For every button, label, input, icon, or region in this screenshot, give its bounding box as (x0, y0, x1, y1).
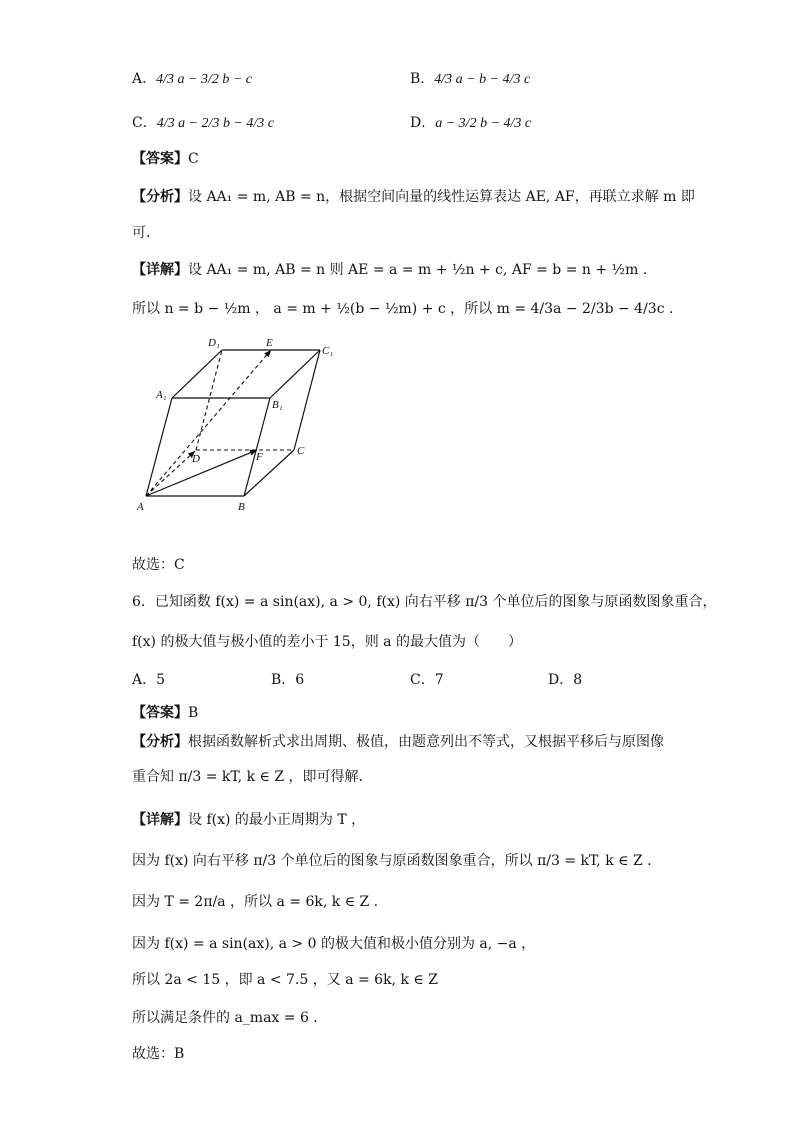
q6-detail-line-1: 【详解】设 f(x) 的最小正周期为 T ， (132, 812, 366, 828)
vector-af (146, 450, 257, 496)
q6-detail-line-3: 因为 T = 2π/a ，所以 a = 6k, k ∈ Z . (132, 894, 379, 910)
label-b: B (238, 501, 245, 513)
edge-b-c (244, 450, 294, 496)
edge-b1-c1 (270, 350, 320, 398)
label-c: C (297, 445, 305, 457)
label-a1: A₁ (156, 389, 167, 401)
label-a: A (137, 501, 144, 513)
q6-choice: 故选：B (132, 1046, 185, 1062)
q5-option-a: A．4/3 a − 3/2 b − c (132, 71, 253, 87)
label-c1: C₁ (322, 345, 334, 357)
label-e: E (266, 337, 273, 349)
q6-stem-line-1: 6．已知函数 f(x) = a sin(ax), a > 0, f(x) 向右平移 π/3 个单位后的图象与原函数图象重合， (132, 594, 717, 610)
parallelepiped-figure (130, 332, 350, 517)
q5-option-d-expr: a − 3/2 b − 4/3 c (435, 116, 532, 131)
label-d: D (192, 453, 200, 465)
q5-option-c: C．4/3 a − 2/3 b − 4/3 c (132, 115, 274, 131)
vector-ad-dashed (146, 451, 195, 496)
q5-option-c-expr: 4/3 a − 2/3 b − 4/3 c (156, 116, 274, 131)
q6-detail-line-6: 所以满足条件的 a_max = 6 . (132, 1010, 318, 1026)
q5-analysis-line-2: 可. (132, 225, 151, 241)
edge-a-a1 (146, 398, 172, 496)
q6-detail-line-2: 因为 f(x) 向右平移 π/3 个单位后的图象与原函数图象重合，所以 π/3 = kT, k ∈ Z . (132, 853, 652, 869)
q6-detail-line-5: 所以 2a < 15 ，即 a < 7.5 ，又 a = 6k, k ∈ Z (132, 972, 438, 988)
q5-option-b: B．4/3 a − b − 4/3 c (410, 71, 531, 87)
q5-answer: 【答案】C (132, 151, 199, 167)
q6-option-d: D．8 (548, 672, 583, 688)
label-b1: B₁ (272, 399, 283, 411)
label-f: F (256, 451, 263, 463)
q5-choice: 故选：C (132, 557, 185, 573)
edge-c-c1 (294, 350, 320, 450)
q6-detail-line-4: 因为 f(x) = a sin(ax), a > 0 的极大值和极小值分别为 a, −a ， (132, 936, 536, 952)
q5-analysis-line-1: 【分析】设 AA₁ = m, AB = n，根据空间向量的线性运算表达 AE, AF，再联立求解 m 即 (132, 189, 695, 205)
edge-d-d1-dashed (196, 350, 222, 450)
q6-stem-line-2: f(x) 的极大值与极小值的差小于 15，则 a 的最大值为（ ） (132, 634, 522, 650)
q5-option-b-expr: 4/3 a − b − 4/3 c (434, 72, 531, 87)
edge-b-b1 (244, 398, 270, 496)
q6-option-a: A．5 (132, 672, 166, 688)
label-d1: D₁ (208, 337, 220, 349)
q5-detail-line-1: 【详解】设 AA₁ = m, AB = n 则 AE = a = m + ½n + c, AF = b = n + ½m . (132, 262, 648, 278)
q6-analysis-line-1: 【分析】根据函数解析式求出周期、极值，由题意列出不等式，又根据平移后与原图像 (132, 734, 664, 750)
q5-option-a-expr: 4/3 a − 3/2 b − c (156, 72, 253, 87)
q5-detail-line-2: 所以 n = b − ½m ， a = m + ½(b − ½m) + c ，所以 m = 4/3a − 2/3b − 4/3c . (132, 301, 674, 317)
q6-option-c: C．7 (410, 672, 444, 688)
q6-option-b: B．6 (271, 672, 305, 688)
q6-answer: 【答案】B (132, 705, 199, 721)
q5-option-d: D．a − 3/2 b − 4/3 c (410, 115, 532, 131)
q6-analysis-line-2: 重合知 π/3 = kT, k ∈ Z ，即可得解. (132, 769, 363, 785)
edge-a1-d1 (172, 350, 222, 398)
